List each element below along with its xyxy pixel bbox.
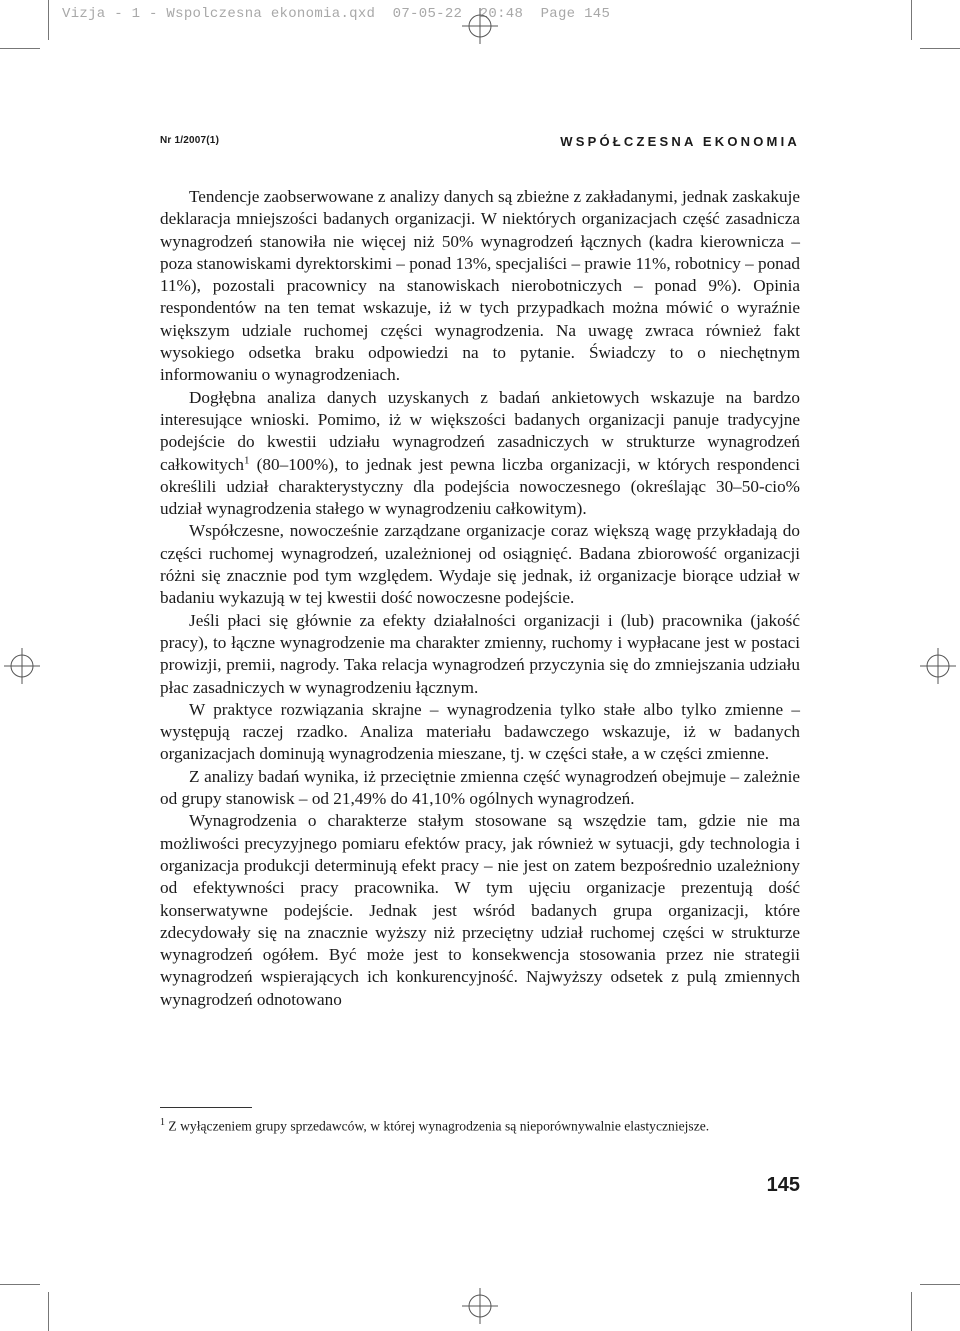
- crop-mark: [0, 48, 40, 49]
- running-header: [160, 134, 800, 152]
- crop-mark: [48, 0, 49, 40]
- paragraph: W praktyce rozwiązania skrajne – wynagrodzenia tylko stałe albo tylko zmienne – występują raczej rzadko. Analiza materiału badawczego wskazuje, iż w badanych organizacjach dominują wynagrodzenia mieszane, tj. w części stałe, a w części zmienne.: [160, 699, 800, 764]
- registration-mark-bottom: [462, 1288, 498, 1324]
- registration-mark-top: [462, 8, 498, 44]
- crop-mark: [48, 1292, 49, 1331]
- crop-mark: [920, 48, 960, 49]
- footnote: [160, 1113, 800, 1136]
- footnote-reference: 1: [244, 453, 250, 466]
- footnote-marker: 1: [160, 1117, 165, 1128]
- page-number: 145: [766, 1174, 800, 1196]
- registration-mark-right: [920, 648, 956, 684]
- article-body: [160, 186, 800, 1011]
- crop-mark: [920, 1284, 960, 1285]
- journal-title: WSPÓŁCZESNA EKONOMIA: [560, 134, 800, 149]
- paragraph-text: Dogłębna analiza danych uzyskanych z badań ankietowych wskazuje na bardzo interesujące wnioski. Pomimo, iż w większości badanych organizacji panuje tradycyjne podejście do kwestii udziału wynagrodzeń zasadniczych w strukturze wynagrodzeń całkowitych: [160, 387, 800, 474]
- paragraph: Tendencje zaobserwowane z analizy danych są zbieżne z zakładanymi, jednak zaskakuje deklaracja mniejszości badanych organizacji. W niektórych organizacjach część zasadnicza wynagrodzeń stanowiła nie więcej niż 50% wynagrodzeń łącznych (kadra kierownicza – poza stanowiskami dyrektorskimi – ponad 13%, specjaliści – prawie 11%, robotnicy – ponad 11%), pozostali pracownicy na stanowiskach nierobotniczych – ponad 9%). Opinia respondentów na ten temat wskazuje, iż w tych przypadkach można mówić o wyraźnie większym udziale ruchomej części wynagrodzenia. Na uwagę zwraca również fakt wysokiego odsetka braku odpowiedzi na to pytanie. Świadczy to o niechętnym informowaniu o wynagrodzeniach.: [160, 187, 800, 385]
- footnote-text: Z wyłączeniem grupy sprzedawców, w której wynagrodzenia są nieporównywalnie elastyczniejsze.: [168, 1118, 710, 1134]
- registration-mark-left: [4, 648, 40, 684]
- paragraph: Z analizy badań wynika, iż przeciętnie zmienna część wynagrodzeń obejmuje – zależnie od grupy stanowisk – od 21,49% do 41,10% ogólnych wynagrodzeń.: [160, 766, 800, 809]
- footnote-separator: [160, 1107, 252, 1108]
- print-slug-line: Vizja - 1 - Wspolczesna ekonomia.qxd 07-05-22 20:48 Page 145: [62, 6, 611, 22]
- paragraph: Współczesne, nowocześnie zarządzane organizacje coraz większą wagę przykładają do części ruchomej wynagrodzeń, uzależnionej od osiągnięć. Badana zbiorowość organizacji różni się znacznie pod tym względem. Wydaje się jednak, iż organizacje biorące udział w badaniu wykazują w tej kwestii dość nowoczesne podejście.: [160, 521, 800, 608]
- crop-mark: [0, 1284, 40, 1285]
- paragraph: [160, 387, 800, 521]
- paragraph-text: (80–100%), to jednak jest pewna liczba organizacji, w których respondenci określili udział charakterystyczny dla podejścia nowoczesnego (określając 30–50-cio% udział wynagrodzenia stałego w wynagrodzeniu całkowitym).: [160, 454, 800, 519]
- paragraph: Jeśli płaci się głównie za efekty działalności organizacji i (lub) pracownika (jakość pracy), to łączne wynagrodzenie ma charakter zmienny, ruchomy i wypłacane jest w postaci prowizji, premii, nagrody. Taka relacja wynagrodzeń przyczynia się do zmniejszania udziału płac zasadniczych w wynagrodzeniu łącznym.: [160, 610, 800, 697]
- crop-mark: [911, 0, 912, 40]
- crop-mark: [911, 1292, 912, 1331]
- issue-number: Nr 1/2007(1): [160, 135, 220, 146]
- paragraph: Wynagrodzenia o charakterze stałym stosowane są wszędzie tam, gdzie nie ma możliwości precyzyjnego pomiaru efektów pracy, jak również w sytuacji, gdy technologia i organizacja produkcji determinują efekt pracy – nie jest on zatem bezpośrednio uzależniony od efektywności pracy pracownika. W tym ujęciu organizacje prezentują dość konserwatywne podejście. Jednak jest wśród badanych grupa organizacji, które zdecydowały się na znacznie wyższy niż przeciętny udział ruchomej części w strukturze wynagrodzeń ogółem. Być może jest to konsekwencja stosowania przez nie strategii wynagrodzeń wspierających ich konkurencyjność. Najwyższy odsetek z pulą zmiennych wynagrodzeń odnotowano: [160, 811, 800, 1009]
